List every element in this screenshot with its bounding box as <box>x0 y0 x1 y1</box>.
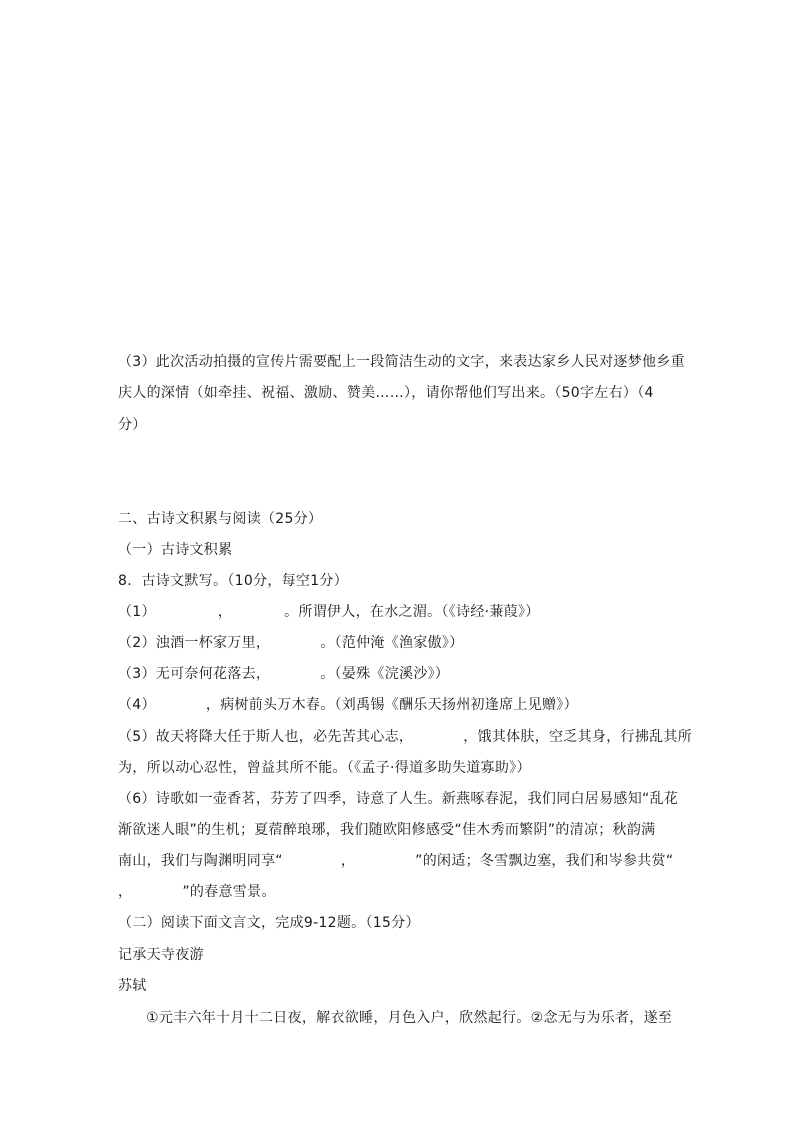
item-4-suffix: ，病树前头万木春。（刘禹锡《酬乐天扬州初逢席上见赠》） <box>205 697 578 713</box>
passage-line-1: ①元丰六年十月十二日夜，解衣欲睡，月色入户，欣然起行。②念无与为乐者，遂至 <box>146 1010 673 1026</box>
item-5-suffix: ，饿其体肤，空乏其身，行拂乱其所 <box>463 729 693 745</box>
item-1-prefix: （1） <box>118 604 156 620</box>
item-5-prefix: （5）故天将降大任于斯人也，必先苦其心志， <box>118 729 414 745</box>
item-4-prefix: （4） <box>118 697 156 713</box>
question-8-title: 8．古诗文默写。（10分，每空1分） <box>118 573 349 589</box>
item-6-line-4 <box>118 882 276 902</box>
item-3-prefix: （3）无可奈何花落去， <box>118 666 271 682</box>
item-6-line-4-suffix: ”的春意雪景。 <box>182 884 276 900</box>
item-1-comma: ， <box>217 604 233 620</box>
subsection-title-2: （二）阅读下面文言文，完成9-12题。（15分） <box>118 915 420 931</box>
item-2 <box>118 633 464 653</box>
q3-line-3: 分） <box>118 417 147 433</box>
item-4 <box>118 695 578 715</box>
item-6-line-3-a: 南山，我们与陶渊明同享“ <box>118 853 283 869</box>
item-3-suffix: 。（晏殊《浣溪沙》） <box>320 666 450 682</box>
item-6-line-1: （6）诗歌如一壶香茗，芬芳了四季，诗意了人生。新燕啄春泥，我们同白居易感知“乱花 <box>118 791 679 807</box>
passage-title: 记承天寺夜游 <box>118 947 204 963</box>
item-5-line-2: 为，所以动心忍性，曾益其所不能。（《孟子·得道多助失道寡助》） <box>118 760 531 776</box>
item-6-line-2: 渐欲迷人眼”的生机；夏蓿醉琅琊，我们随欧阳修感受“佳木秀而繁阴”的清凉；秋韵满 <box>118 822 656 838</box>
item-1-suffix: 。所谓伊人，在水之湄。（《诗经·蒹葭》） <box>284 604 540 620</box>
passage-author: 苏轼 <box>118 978 147 994</box>
item-6-line-3 <box>118 851 673 871</box>
item-3 <box>118 664 449 684</box>
item-2-prefix: （2）浊酒一杯家万里， <box>118 635 271 651</box>
item-6-line-3-comma: ， <box>340 853 356 869</box>
subsection-title-1: （一）古诗文积累 <box>118 542 233 558</box>
q3-line-2: 庆人的深情（如牵挂、祝福、激励、赞美……），请你帮他们写出来。（50字左右）（4 <box>118 385 654 401</box>
item-5-line-1 <box>118 727 692 747</box>
item-6-line-4-comma: ， <box>118 884 133 900</box>
item-1 <box>118 602 540 622</box>
q3-line-1: （3）此次活动拍摄的宣传片需要配上一段简洁生动的文字，来表达家乡人民对逐梦他乡重 <box>118 354 685 370</box>
item-6-line-3-c: ”的闲适；冬雪飘边塞，我们和岑参共赏“ <box>415 853 674 869</box>
section-title: 二、古诗文积累与阅读（25分） <box>118 511 323 527</box>
item-2-suffix: 。（范仲淹《渔家傲》） <box>320 635 464 651</box>
